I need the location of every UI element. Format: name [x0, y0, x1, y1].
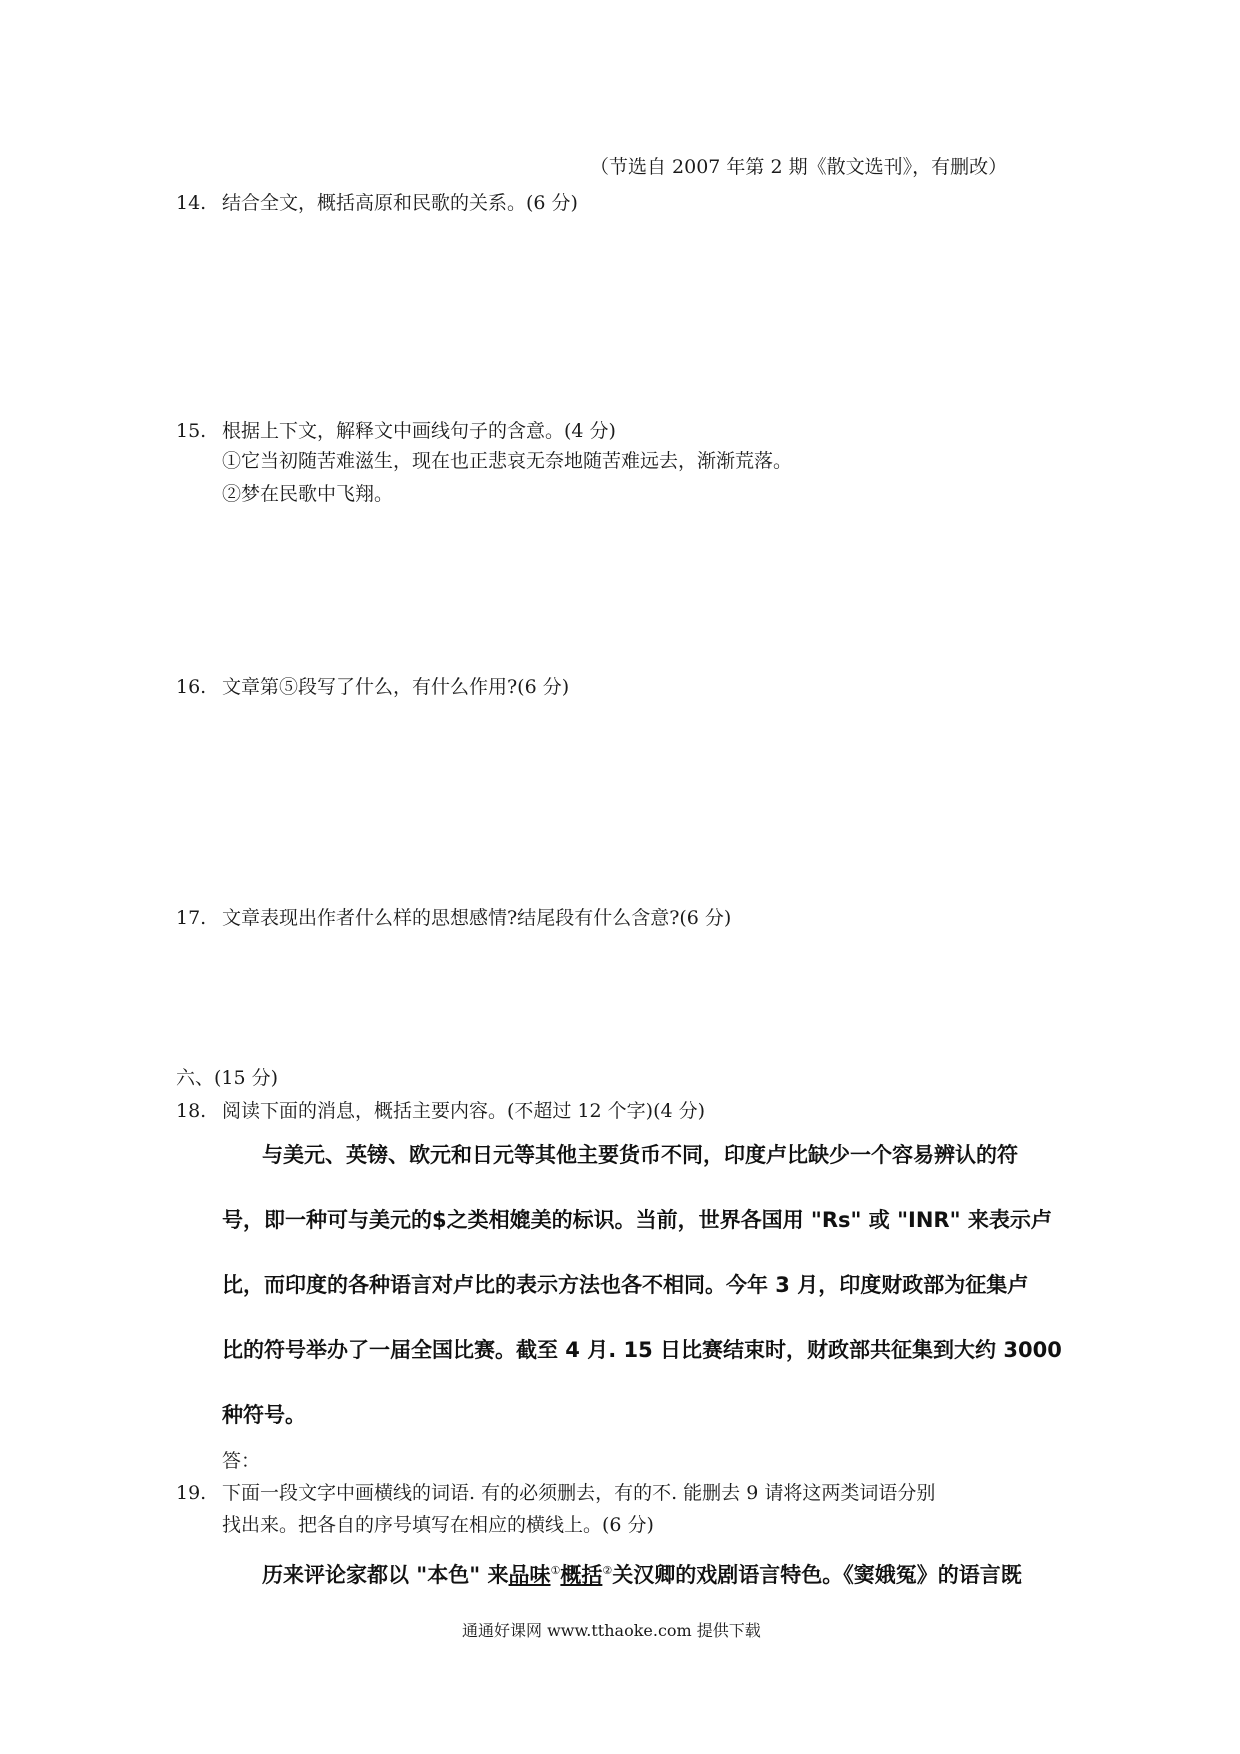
- underlined-word-1: 品味: [508, 1563, 551, 1587]
- question-14: [176, 188, 578, 215]
- question-16-text: 文章第⑤段写了什么，有什么作用?(6 分): [222, 676, 570, 698]
- question-14-text: 结合全文，概括高原和民歌的关系。(6 分): [222, 192, 578, 214]
- source-citation: （节选自 2007 年第 2 期《散文选刊》，有删改）: [590, 156, 1008, 178]
- question-18-text: 阅读下面的消息，概括主要内容。(不超过 12 个字)(4 分): [222, 1100, 706, 1122]
- passage-18-line-2: 号，即一种可与美元的$之类相媲美的标识。当前，世界各国用 "Rs" 或 "INR" 来表示卢: [222, 1208, 1052, 1232]
- passage-18-line-4: 比的符号举办了一届全国比赛。截至 4 月. 15 日比赛结束时，财政部共征集到大约 3000: [222, 1338, 1062, 1362]
- passage-18-line-3: 比，而印度的各种语言对卢比的表示方法也各不相同。今年 3 月，印度财政部为征集卢: [222, 1273, 1029, 1297]
- question-19-text-line-1: 下面一段文字中画横线的词语. 有的必须删去，有的不. 能删去 9 请将这两类词语分别: [222, 1482, 936, 1504]
- question-17-number: 17.: [176, 907, 207, 929]
- passage-19-before: 历来评论家都以 "本色" 来: [262, 1563, 509, 1587]
- question-16-number: 16.: [176, 676, 207, 698]
- passage-19-line-1: [262, 1559, 1022, 1589]
- question-18: [176, 1096, 705, 1123]
- question-15-number: 15.: [176, 420, 207, 442]
- passage-18-line-5: 种符号。: [222, 1403, 306, 1427]
- section-6-heading: 六、(15 分): [176, 1067, 279, 1089]
- question-15: [176, 416, 616, 443]
- question-17: [176, 903, 731, 930]
- passage-18-line-1: 与美元、英镑、欧元和日元等其他主要货币不同，印度卢比缺少一个容易辨认的符: [262, 1143, 1018, 1167]
- question-15-text: 根据上下文，解释文中画线句子的含意。(4 分): [222, 420, 616, 442]
- question-15-item-2: ②梦在民歌中飞翔。: [222, 483, 394, 505]
- word-1-marker: ①: [550, 1564, 561, 1577]
- question-17-text: 文章表现出作者什么样的思想感情?结尾段有什么含意?(6 分): [222, 907, 732, 929]
- question-19-text-line-2: 找出来。把各自的序号填写在相应的横线上。(6 分): [222, 1514, 654, 1536]
- question-19: [176, 1478, 935, 1505]
- question-18-number: 18.: [176, 1100, 207, 1122]
- question-14-number: 14.: [176, 192, 207, 214]
- page-footer: 通通好课网 www.tthaoke.com 提供下载: [462, 1621, 761, 1640]
- answer-label: 答：: [222, 1450, 261, 1472]
- passage-19-after: 关汉卿的戏剧语言特色。《窦娥冤》的语言既: [612, 1563, 1022, 1587]
- question-16: [176, 672, 569, 699]
- underlined-word-2: 概括: [560, 1563, 603, 1587]
- word-2-marker: ②: [602, 1564, 613, 1577]
- question-19-number: 19.: [176, 1482, 207, 1504]
- question-15-item-1: ①它当初随苦难滋生，现在也正悲哀无奈地随苦难远去，渐渐荒落。: [222, 450, 793, 472]
